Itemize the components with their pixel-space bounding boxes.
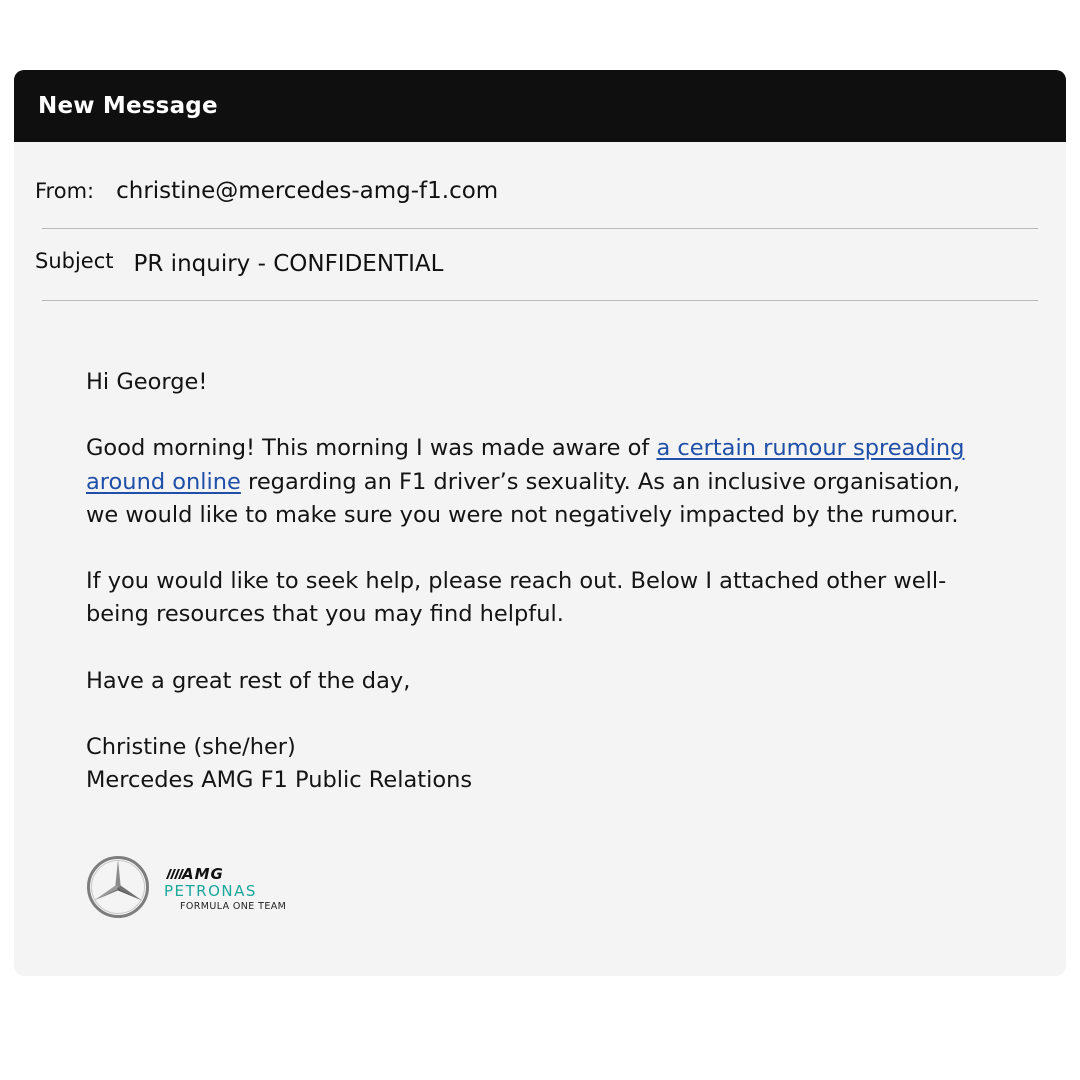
subject-field[interactable] bbox=[35, 248, 444, 277]
paragraph-3: Have a great rest of the day, bbox=[86, 667, 411, 694]
team-logo bbox=[86, 855, 296, 919]
petronas-text: PETRONAS bbox=[164, 882, 257, 900]
window-title: New Message bbox=[38, 93, 218, 119]
team-text: FORMULA ONE TEAM bbox=[180, 901, 287, 912]
paragraph-1-text-cont: regarding an F1 driver’s sexuality. As an inclusive organisation, we would like to make sure you were not negatively impacted by the rumour. bbox=[86, 468, 961, 528]
from-label: From: bbox=[35, 179, 95, 203]
subject-label: Subject bbox=[35, 249, 114, 273]
paragraph-2: If you would like to seek help, please reach out. Below I attached other well-being resources that you may find helpful. bbox=[86, 568, 947, 628]
paragraph-1-text: Good morning! This morning I was made aware of bbox=[86, 435, 657, 462]
signature-name: Christine (she/her) bbox=[86, 734, 296, 761]
divider bbox=[42, 228, 1038, 229]
message-body[interactable] bbox=[86, 366, 986, 798]
paragraph-1 bbox=[86, 432, 986, 532]
rumour-link[interactable]: a certain rumour spreading around online bbox=[86, 435, 965, 495]
from-value[interactable]: christine@mercedes-amg-f1.com bbox=[116, 178, 499, 204]
subject-value[interactable]: PR inquiry - CONFIDENTIAL bbox=[133, 251, 444, 277]
amg-petronas-wordmark bbox=[164, 865, 294, 915]
amg-text: AMG bbox=[182, 865, 224, 883]
mercedes-star-icon bbox=[86, 855, 150, 919]
compose-window bbox=[14, 70, 1066, 976]
amg-stripes-icon bbox=[164, 869, 184, 879]
divider bbox=[42, 300, 1038, 301]
greeting: Hi George! bbox=[86, 369, 208, 395]
from-field[interactable] bbox=[35, 178, 498, 204]
title-bar bbox=[14, 70, 1066, 142]
signature-title: Mercedes AMG F1 Public Relations bbox=[86, 767, 473, 794]
